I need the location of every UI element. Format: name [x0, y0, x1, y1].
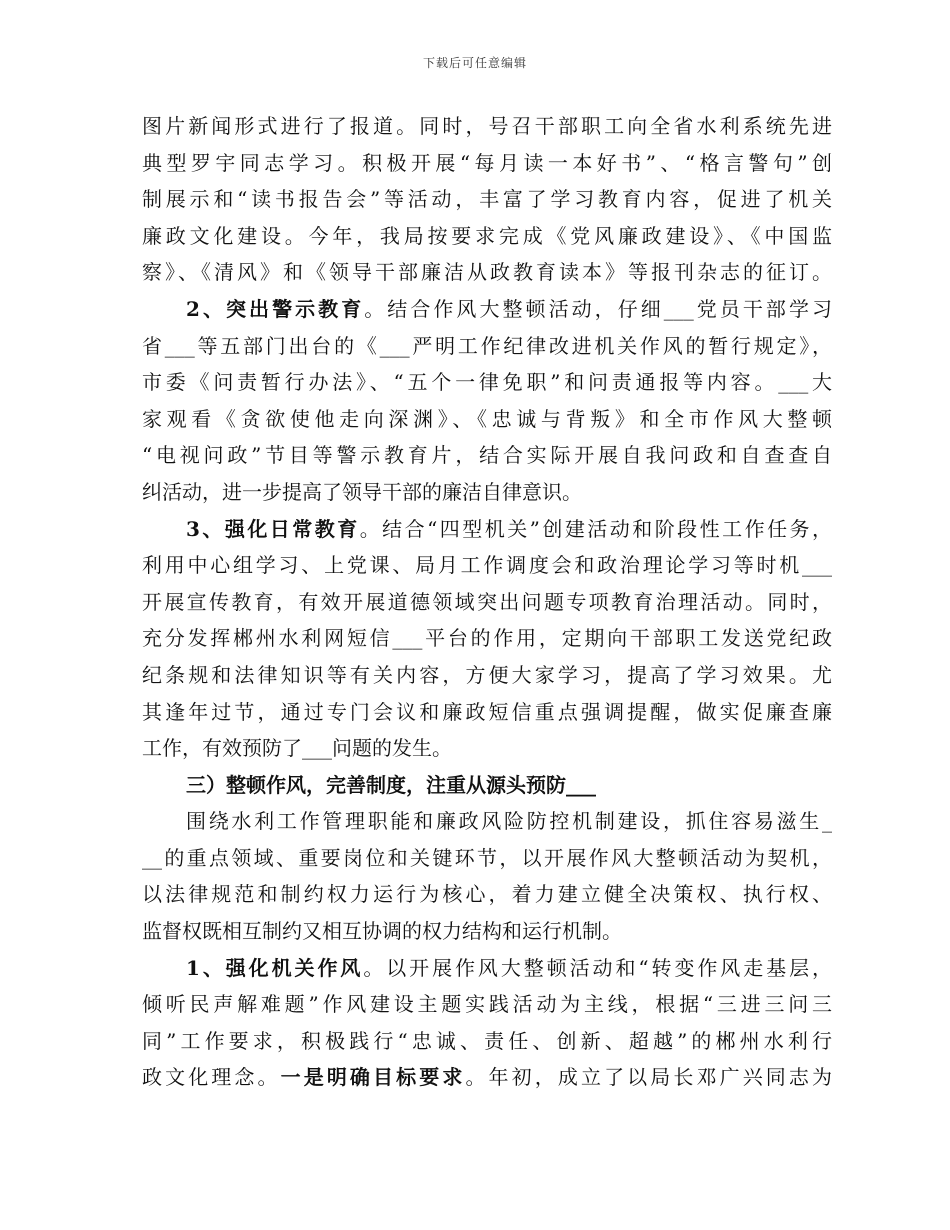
text-line: 家观看《贪欲使他走向深渊》、《忠诚与背叛》和全市作风大整顿: [142, 406, 832, 431]
text-line: 充分发挥郴州水利网短信___平台的作用，定期向干部职工发送党纪政: [142, 626, 832, 651]
text-line: __的重点领域、重要岗位和关键环节，以开展作风大整顿活动为契机，: [142, 845, 832, 870]
section-heading: 三）整顿作风，完善制度，注重从源头预防___: [186, 772, 596, 797]
text-line: 工作，有效预防了___问题的发生。: [142, 736, 452, 761]
section-heading: 3、强化日常教育: [186, 516, 360, 541]
text-line: 倾听民声解难题”作风建设主题实践活动为主线，根据“三进三问三: [142, 992, 832, 1017]
page-header: 下载后可任意编辑: [422, 56, 527, 70]
text-line: 廉政文化建设。今年，我局按要求完成《党风廉政建设》、《中国监: [142, 223, 832, 248]
text-line: “电视问政”节目等警示教育片，结合实际开展自我问政和自查查自: [142, 443, 832, 468]
text-line: 市委《问责暂行办法》、“五个一律免职”和问责通报等内容。___大: [142, 370, 832, 395]
text-line: 纠活动，进一步提高了领导干部的廉洁自律意识。: [142, 479, 582, 504]
text-line: 同”工作要求，积极践行“忠诚、责任、创新、超越”的郴州水利行: [142, 1028, 832, 1053]
text-line: 制展示和“读书报告会”等活动，丰富了学习教育内容，促进了机关: [142, 187, 832, 212]
text-line: 其逢年过节，通过专门会议和廉政短信重点强调提醒，做实促廉查廉: [142, 699, 832, 724]
text-line: 察》、《清风》和《领导干部廉洁从政教育读本》等报刊杂志的征订。: [142, 260, 832, 285]
text-line: 省___等五部门出台的《___严明工作纪律改进机关作风的暂行规定》，: [142, 333, 832, 358]
text-line: 以法律规范和制约权力运行为核心，着力建立健全决策权、执行权、: [142, 882, 832, 907]
text-line: 纪条规和法律知识等有关内容，方便大家学习，提高了学习效果。尤: [142, 662, 832, 687]
text-line: 监督权既相互制约又相互协调的权力结构和运行机制。: [142, 919, 622, 944]
text-line: 开展宣传教育，有效开展道德领域突出问题专项教育治理活动。同时，: [142, 589, 832, 614]
text-line: 围绕水利工作管理职能和廉政风险防控机制建设，抓住容易滋生_: [186, 809, 832, 834]
inline-heading: 一是明确目标要求: [280, 1065, 466, 1090]
section-heading-line: 1、强化机关作风。以开展作风大整顿活动和“转变作风走基层，: [186, 955, 832, 980]
section-heading-line: [142, 767, 832, 804]
text-line: 典型罗宇同志学习。积极开展“每月读一本好书”、“格言警句”创: [142, 150, 832, 175]
text-line: 图片新闻形式进行了报道。同时，号召干部职工向全省水利系统先进: [142, 114, 832, 138]
section-heading-line: 2、突出警示教育。结合作风大整顿活动，仔细___党员干部学习: [186, 296, 832, 321]
section-heading-line: 3、强化日常教育。结合“四型机关”创建活动和阶段性工作任务，: [186, 516, 832, 541]
text-line: 政文化理念。一是明确目标要求。年初，成立了以局长邓广兴同志为: [142, 1065, 832, 1090]
text-line: 利用中心组学习、上党课、局月工作调度会和政治理论学习等时机___: [142, 553, 832, 578]
section-heading: 2、突出警示教育: [186, 296, 365, 321]
document-body: [142, 108, 832, 1096]
section-heading: 1、强化机关作风: [186, 955, 364, 980]
